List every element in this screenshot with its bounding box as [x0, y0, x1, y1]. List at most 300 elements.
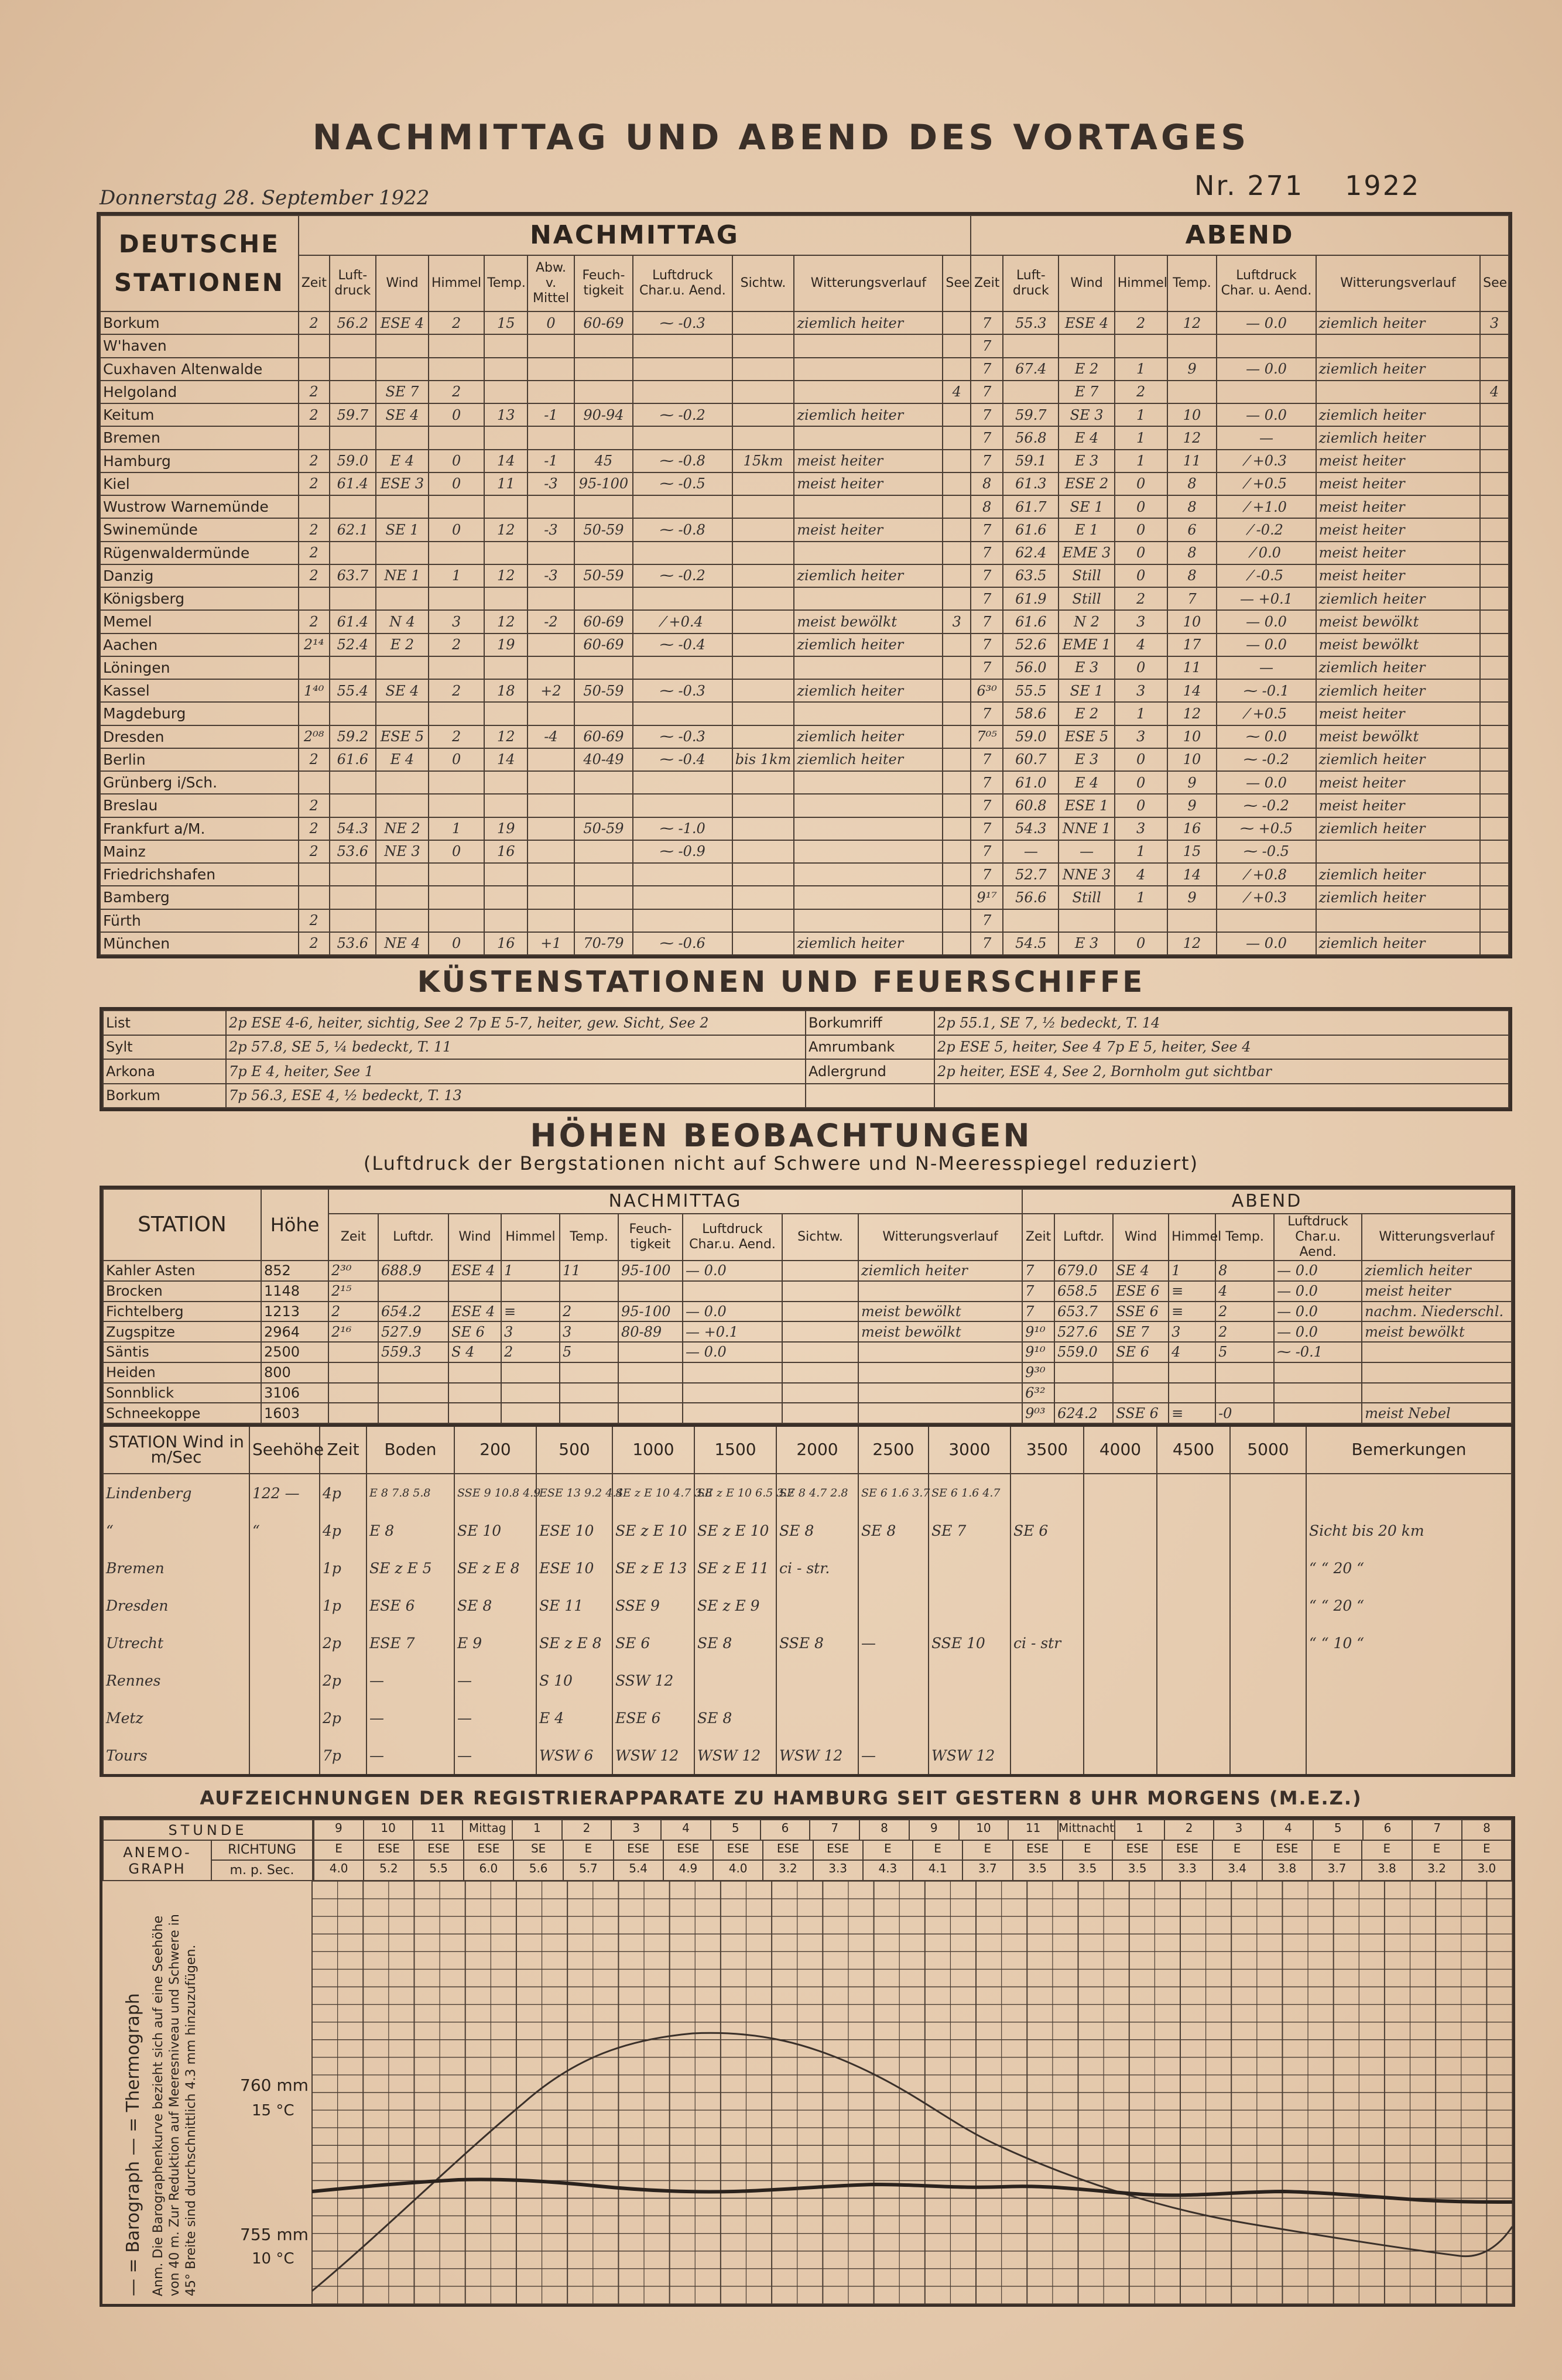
station-cell	[1480, 633, 1509, 656]
mountain-cell: 679.0	[1054, 1261, 1113, 1281]
station-cell: E 2	[1059, 358, 1114, 381]
station-cell: 0	[1115, 472, 1167, 495]
wind-cell	[1306, 1737, 1512, 1774]
station-cell	[794, 426, 943, 449]
mountain-cell: 95-100	[618, 1261, 683, 1281]
station-cell: 52.7	[1003, 863, 1059, 886]
station-cell: 7	[971, 702, 1003, 725]
mountain-cell: ≡	[1169, 1302, 1215, 1322]
wind-cell: 122 —	[249, 1474, 320, 1512]
mountain-cell: 9³⁰	[1022, 1362, 1054, 1383]
station-cell	[330, 771, 376, 794]
station-cell	[633, 587, 732, 610]
abend-col-header: Zeit	[971, 255, 1003, 311]
station-cell: 59.1	[1003, 450, 1059, 472]
station-cell	[732, 702, 794, 725]
station-cell: meist heiter	[1316, 495, 1480, 518]
mountain-cell: 1603	[261, 1403, 328, 1423]
coastal-station: List	[103, 1011, 226, 1035]
mountain-cell	[858, 1342, 1022, 1362]
station-cell: 14	[1167, 863, 1217, 886]
station-cell	[484, 771, 527, 794]
empty-cell	[934, 1084, 1509, 1108]
station-cell	[732, 725, 794, 748]
station-cell	[330, 542, 376, 564]
station-cell: 4	[1480, 381, 1509, 403]
station-cell	[943, 564, 971, 587]
station-cell	[574, 771, 633, 794]
station-cell	[330, 587, 376, 610]
wind-cell: SE z E 8	[536, 1624, 612, 1662]
station-name: Wustrow Warnemünde	[100, 495, 299, 518]
station-cell: meist bewölkt	[794, 610, 943, 633]
station-cell: 2	[1115, 381, 1167, 403]
station-cell: 18	[484, 679, 527, 702]
station-name: Cuxhaven Altenwalde	[100, 358, 299, 381]
station-cell: ⁓ -0.5	[633, 472, 732, 495]
mountain-cell: — 0.0	[683, 1302, 782, 1322]
wind-cell: WSW 12	[929, 1737, 1010, 1774]
hour-cell: 10	[958, 1820, 1008, 1840]
wind-station: Rennes	[103, 1662, 249, 1699]
station-cell	[943, 656, 971, 679]
wind-cell	[1230, 1587, 1306, 1624]
station-cell: -4	[527, 725, 574, 748]
station-cell: ziemlich heiter	[1316, 886, 1480, 909]
mountain-cell: SE 4	[1113, 1261, 1169, 1281]
station-cell: ⁄ -0.5	[1217, 564, 1316, 587]
station-row	[100, 886, 1509, 909]
wind-col-header: 200	[454, 1426, 536, 1474]
mountain-cell	[328, 1403, 378, 1423]
wind-cell	[1157, 1512, 1230, 1550]
station-cell	[1003, 909, 1059, 932]
mountain-cell	[1113, 1362, 1169, 1383]
mountain-cell	[501, 1383, 560, 1403]
mountain-cell	[560, 1403, 618, 1423]
station-cell	[376, 542, 429, 564]
speed-cell: 3.8	[1361, 1861, 1411, 1880]
wind-cell: SE 8	[694, 1624, 776, 1662]
mountain-cell	[501, 1281, 560, 1302]
station-cell: 61.9	[1003, 587, 1059, 610]
station-cell: 7	[971, 564, 1003, 587]
station-cell: -1	[527, 450, 574, 472]
speed-cell: 3.2	[762, 1861, 812, 1880]
station-cell: 3	[943, 610, 971, 633]
speed-cell: 5.6	[513, 1861, 563, 1880]
station-cell	[1480, 564, 1509, 587]
alt-col-header: Zeit	[328, 1214, 378, 1261]
station-cell: — 0.0	[1217, 403, 1316, 426]
station-cell	[376, 495, 429, 518]
mountain-cell: meist heiter	[1362, 1281, 1512, 1302]
hour-cell: 7	[1412, 1820, 1461, 1840]
station-cell	[732, 426, 794, 449]
nachmittag-col-header: Witterungsverlauf	[794, 255, 943, 311]
station-cell: 7	[971, 863, 1003, 886]
mountain-cell: 658.5	[1054, 1281, 1113, 1302]
mountain-cell	[618, 1403, 683, 1423]
station-cell: 6³⁰	[971, 679, 1003, 702]
station-cell: 4	[1115, 863, 1167, 886]
speed-cell: 3.7	[1311, 1861, 1361, 1880]
station-cell: —	[1217, 426, 1316, 449]
mountain-row	[103, 1362, 1512, 1383]
station-cell: E 2	[376, 633, 429, 656]
station-cell: 0	[1115, 518, 1167, 541]
mountain-cell	[782, 1321, 858, 1342]
mountain-cell: meist bewölkt	[1362, 1321, 1512, 1342]
station-cell	[1217, 381, 1316, 403]
station-cell: 9	[1167, 771, 1217, 794]
station-cell: 11	[1167, 656, 1217, 679]
station-cell	[794, 840, 943, 863]
mountain-cell	[448, 1281, 501, 1302]
station-cell: 0	[1115, 564, 1167, 587]
station-cell: ziemlich heiter	[794, 311, 943, 334]
mountain-cell: SE 7	[1113, 1321, 1169, 1342]
station-name: Friedrichshafen	[100, 863, 299, 886]
station-cell: 2	[299, 909, 330, 932]
speed-cell: 3.7	[962, 1861, 1012, 1880]
station-cell: meist heiter	[794, 450, 943, 472]
station-cell: 14	[484, 748, 527, 771]
station-cell: 7	[1167, 587, 1217, 610]
station-cell: Still	[1059, 564, 1114, 587]
station-cell	[527, 702, 574, 725]
recordings-heading: AUFZEICHNUNGEN DER REGISTRIERAPPARATE ZU HAMBURG SEIT GESTERN 8 UHR MORGENS (M.E.Z.)	[200, 1787, 1362, 1809]
station-cell: NE 4	[376, 932, 429, 955]
station-cell	[330, 863, 376, 886]
label-755mm: 755 mm	[240, 2225, 309, 2244]
station-cell	[732, 794, 794, 817]
wind-cell: SE z E 10 4.7 3.8	[612, 1474, 694, 1512]
station-cell	[1115, 909, 1167, 932]
wind-cell	[929, 1550, 1010, 1587]
direction-cell: ESE	[1262, 1841, 1311, 1859]
station-cell	[732, 840, 794, 863]
wind-cell	[858, 1587, 929, 1624]
station-cell: 10	[1167, 748, 1217, 771]
page-title: NACHMITTAG UND ABEND DES VORTAGES	[312, 117, 1250, 158]
direction-cell: E	[563, 1841, 612, 1859]
wind-cell: Sicht bis 20 km	[1306, 1512, 1512, 1550]
alt-col-header: Luftdruck Char.u. Aend.	[683, 1214, 782, 1261]
station-cell	[484, 656, 527, 679]
station-cell: 8	[1167, 564, 1217, 587]
station-cell: 7	[971, 817, 1003, 840]
mountain-cell: — 0.0	[1274, 1321, 1362, 1342]
mountain-cell	[501, 1362, 560, 1383]
station-cell: 61.6	[1003, 518, 1059, 541]
station-cell: 0	[429, 450, 484, 472]
station-cell: 2	[1115, 311, 1167, 334]
station-cell: ziemlich heiter	[1316, 932, 1480, 955]
station-cell	[943, 909, 971, 932]
speed-cell: 4.0	[713, 1861, 762, 1880]
station-cell	[633, 886, 732, 909]
mountain-cell: -0	[1215, 1403, 1274, 1423]
station-cell	[732, 495, 794, 518]
station-cell: ⁓ -0.9	[633, 840, 732, 863]
station-cell	[943, 403, 971, 426]
wind-cell: —	[366, 1662, 454, 1699]
wind-cell: SE z E 8	[454, 1550, 536, 1587]
station-cell: —	[1059, 840, 1114, 863]
station-cell: 8	[971, 472, 1003, 495]
mountain-cell: 1	[501, 1261, 560, 1281]
alt-col-header: Himmel	[501, 1214, 560, 1261]
mountain-cell	[448, 1403, 501, 1423]
station-cell: NNE 1	[1059, 817, 1114, 840]
wind-col-header: Zeit	[320, 1426, 366, 1474]
mountain-cell: — 0.0	[1274, 1302, 1362, 1322]
wind-cell: ci - str.	[776, 1550, 858, 1587]
station-name: Rügenwaldermünde	[100, 542, 299, 564]
mountain-cell: 3	[560, 1321, 618, 1342]
station-cell	[794, 656, 943, 679]
wind-cell: SE 6	[1010, 1512, 1084, 1550]
station-cell: ⁓ -1.0	[633, 817, 732, 840]
mountain-cell	[858, 1362, 1022, 1383]
wind-cell: SE z E 11	[694, 1550, 776, 1587]
station-cell	[1480, 817, 1509, 840]
coastal-row	[103, 1011, 1509, 1035]
station-row	[100, 771, 1509, 794]
hour-cell: 3	[1213, 1820, 1263, 1840]
station-cell	[633, 358, 732, 381]
station-cell: 7	[971, 311, 1003, 334]
coastal-station: Borkumriff	[806, 1011, 934, 1035]
station-name: Bamberg	[100, 886, 299, 909]
station-cell	[330, 334, 376, 357]
wind-cell	[1157, 1624, 1230, 1662]
nachmittag-header: NACHMITTAG	[299, 215, 971, 255]
station-cell: NE 3	[376, 840, 429, 863]
station-cell: 53.6	[330, 840, 376, 863]
station-cell	[484, 334, 527, 357]
wind-row	[103, 1550, 1512, 1587]
station-cell	[376, 702, 429, 725]
wind-col-header: 2500	[858, 1426, 929, 1474]
wind-cell: 2p	[320, 1699, 366, 1737]
direction-cell: E	[1311, 1841, 1361, 1859]
wind-cell: E 4	[536, 1699, 612, 1737]
station-cell: 2	[429, 311, 484, 334]
abend-col-header: See	[1480, 255, 1509, 311]
station-cell	[429, 656, 484, 679]
station-cell: -3	[527, 518, 574, 541]
station-cell	[527, 817, 574, 840]
wind-cell	[1157, 1737, 1230, 1774]
station-cell: E 4	[1059, 771, 1114, 794]
station-cell: 52.4	[330, 633, 376, 656]
station-cell: ⁓ -0.4	[633, 633, 732, 656]
station-cell	[943, 472, 971, 495]
station-cell: 15km	[732, 450, 794, 472]
mountain-name: Brocken	[103, 1281, 261, 1302]
speed-cell: 3.3	[1162, 1861, 1211, 1880]
station-cell: 14	[484, 450, 527, 472]
station-cell	[633, 771, 732, 794]
station-cell	[574, 542, 633, 564]
wind-cell	[249, 1550, 320, 1587]
station-cell	[429, 794, 484, 817]
mountain-cell: 2¹⁶	[328, 1321, 378, 1342]
wind-cell: SE 6	[612, 1624, 694, 1662]
station-cell: ziemlich heiter	[1316, 358, 1480, 381]
station-cell	[1003, 334, 1059, 357]
station-cell: 60-69	[574, 725, 633, 748]
mountain-cell: 527.6	[1054, 1321, 1113, 1342]
hour-cell: 6	[760, 1820, 810, 1840]
station-cell	[429, 542, 484, 564]
station-cell: 95-100	[574, 472, 633, 495]
station-cell: SE 1	[376, 518, 429, 541]
station-name: Kiel	[100, 472, 299, 495]
station-row	[100, 518, 1509, 541]
station-cell	[1167, 334, 1217, 357]
station-cell: 2	[299, 932, 330, 955]
station-cell	[330, 358, 376, 381]
station-cell: 8	[1167, 495, 1217, 518]
station-cell	[794, 542, 943, 564]
wind-cell: “ “ 20 “	[1306, 1587, 1512, 1624]
station-cell: ⁄ +0.8	[1217, 863, 1316, 886]
station-cell	[1480, 679, 1509, 702]
station-cell: 12	[484, 610, 527, 633]
station-cell: meist heiter	[794, 472, 943, 495]
wind-cell	[1306, 1474, 1512, 1512]
station-cell	[943, 679, 971, 702]
station-cell	[1480, 358, 1509, 381]
mountain-row	[103, 1342, 1512, 1362]
mountain-cell: 2	[1215, 1302, 1274, 1322]
wind-cell: —	[858, 1624, 929, 1662]
station-cell: ⁓ -0.6	[633, 932, 732, 955]
coastal-report: 2p ESE 5, heiter, See 4 7p E 5, heiter, See 4	[934, 1035, 1509, 1060]
station-cell	[794, 587, 943, 610]
wind-cell: SE 6 1.6 4.7	[929, 1474, 1010, 1512]
hour-cell: 6	[1362, 1820, 1412, 1840]
station-cell: 13	[484, 403, 527, 426]
station-cell: — +0.1	[1217, 587, 1316, 610]
station-cell: ziemlich heiter	[794, 725, 943, 748]
station-cell	[1480, 840, 1509, 863]
station-cell	[943, 702, 971, 725]
station-cell: 16	[484, 840, 527, 863]
station-cell	[376, 771, 429, 794]
speed-cell: 3.5	[1062, 1861, 1112, 1880]
station-row	[100, 794, 1509, 817]
station-cell: 1	[429, 817, 484, 840]
coastal-report: 7p E 4, heiter, See 1	[226, 1059, 806, 1084]
station-cell: 7⁰⁵	[971, 725, 1003, 748]
station-row	[100, 633, 1509, 656]
station-cell: 0	[429, 748, 484, 771]
mountain-cell: 2¹⁵	[328, 1281, 378, 1302]
station-cell	[1480, 702, 1509, 725]
wind-cell	[1157, 1550, 1230, 1587]
mountain-name: Säntis	[103, 1342, 261, 1362]
station-cell: 12	[1167, 311, 1217, 334]
station-cell: ziemlich heiter	[794, 403, 943, 426]
wind-cell: SE z E 10	[612, 1512, 694, 1550]
station-cell	[794, 702, 943, 725]
station-cell: ⁄ +0.3	[1217, 886, 1316, 909]
hour-cell: 11	[412, 1820, 462, 1840]
station-cell: 0	[1115, 656, 1167, 679]
mountain-cell: SE 6	[1113, 1342, 1169, 1362]
station-cell: ziemlich heiter	[1316, 311, 1480, 334]
wind-cell: —	[366, 1699, 454, 1737]
wind-cell: ESE 7	[366, 1624, 454, 1662]
mountain-cell: SSE 6	[1113, 1302, 1169, 1322]
mountain-cell: 688.9	[378, 1261, 448, 1281]
station-cell	[1480, 426, 1509, 449]
station-cell: 50-59	[574, 817, 633, 840]
station-cell	[376, 587, 429, 610]
wind-cell	[1157, 1587, 1230, 1624]
station-cell	[943, 426, 971, 449]
speed-cell: 3.5	[1112, 1861, 1162, 1880]
mountain-cell: ESE 6	[1113, 1281, 1169, 1302]
wind-cell: ESE 13 9.2 4.4	[536, 1474, 612, 1512]
station-cell	[574, 587, 633, 610]
station-name: München	[100, 932, 299, 955]
mountain-cell: 6³²	[1022, 1383, 1054, 1403]
mountain-cell: 624.2	[1054, 1403, 1113, 1423]
recordings-box	[100, 1816, 1515, 2307]
station-row	[100, 725, 1509, 748]
station-cell: 3	[1480, 311, 1509, 334]
station-cell	[943, 518, 971, 541]
mountain-cell	[1113, 1383, 1169, 1403]
station-cell: 1	[1115, 358, 1167, 381]
abend-col-header: Witterungsverlauf	[1316, 255, 1480, 311]
wind-cell	[249, 1587, 320, 1624]
station-cell	[1480, 587, 1509, 610]
mountain-cell	[782, 1281, 858, 1302]
station-cell: 2	[429, 633, 484, 656]
station-cell: ⁓ -0.3	[633, 311, 732, 334]
station-cell: E 3	[1059, 748, 1114, 771]
station-cell: SE 7	[376, 381, 429, 403]
station-cell: ziemlich heiter	[1316, 403, 1480, 426]
mountain-cell: ziemlich heiter	[858, 1261, 1022, 1281]
station-cell	[299, 426, 330, 449]
station-cell: ESE 2	[1059, 472, 1114, 495]
mountain-cell	[1054, 1383, 1113, 1403]
stunde-label: STUNDE	[103, 1820, 313, 1840]
wind-cell	[858, 1699, 929, 1737]
station-cell	[943, 334, 971, 357]
station-cell	[1480, 909, 1509, 932]
station-cell	[429, 771, 484, 794]
wind-cell: —	[454, 1737, 536, 1774]
mountain-cell	[1274, 1383, 1362, 1403]
graph-legend: — = Barograph — = Thermograph	[123, 1993, 143, 2296]
issue-number: Nr. 271	[1194, 170, 1304, 201]
mountain-cell: ≡	[1169, 1281, 1215, 1302]
speed-cell: 5.4	[613, 1861, 663, 1880]
station-cell	[732, 633, 794, 656]
station-cell	[299, 587, 330, 610]
hour-cell: 3	[611, 1820, 660, 1840]
station-cell: — 0.0	[1217, 771, 1316, 794]
mountain-cell: 2	[501, 1342, 560, 1362]
